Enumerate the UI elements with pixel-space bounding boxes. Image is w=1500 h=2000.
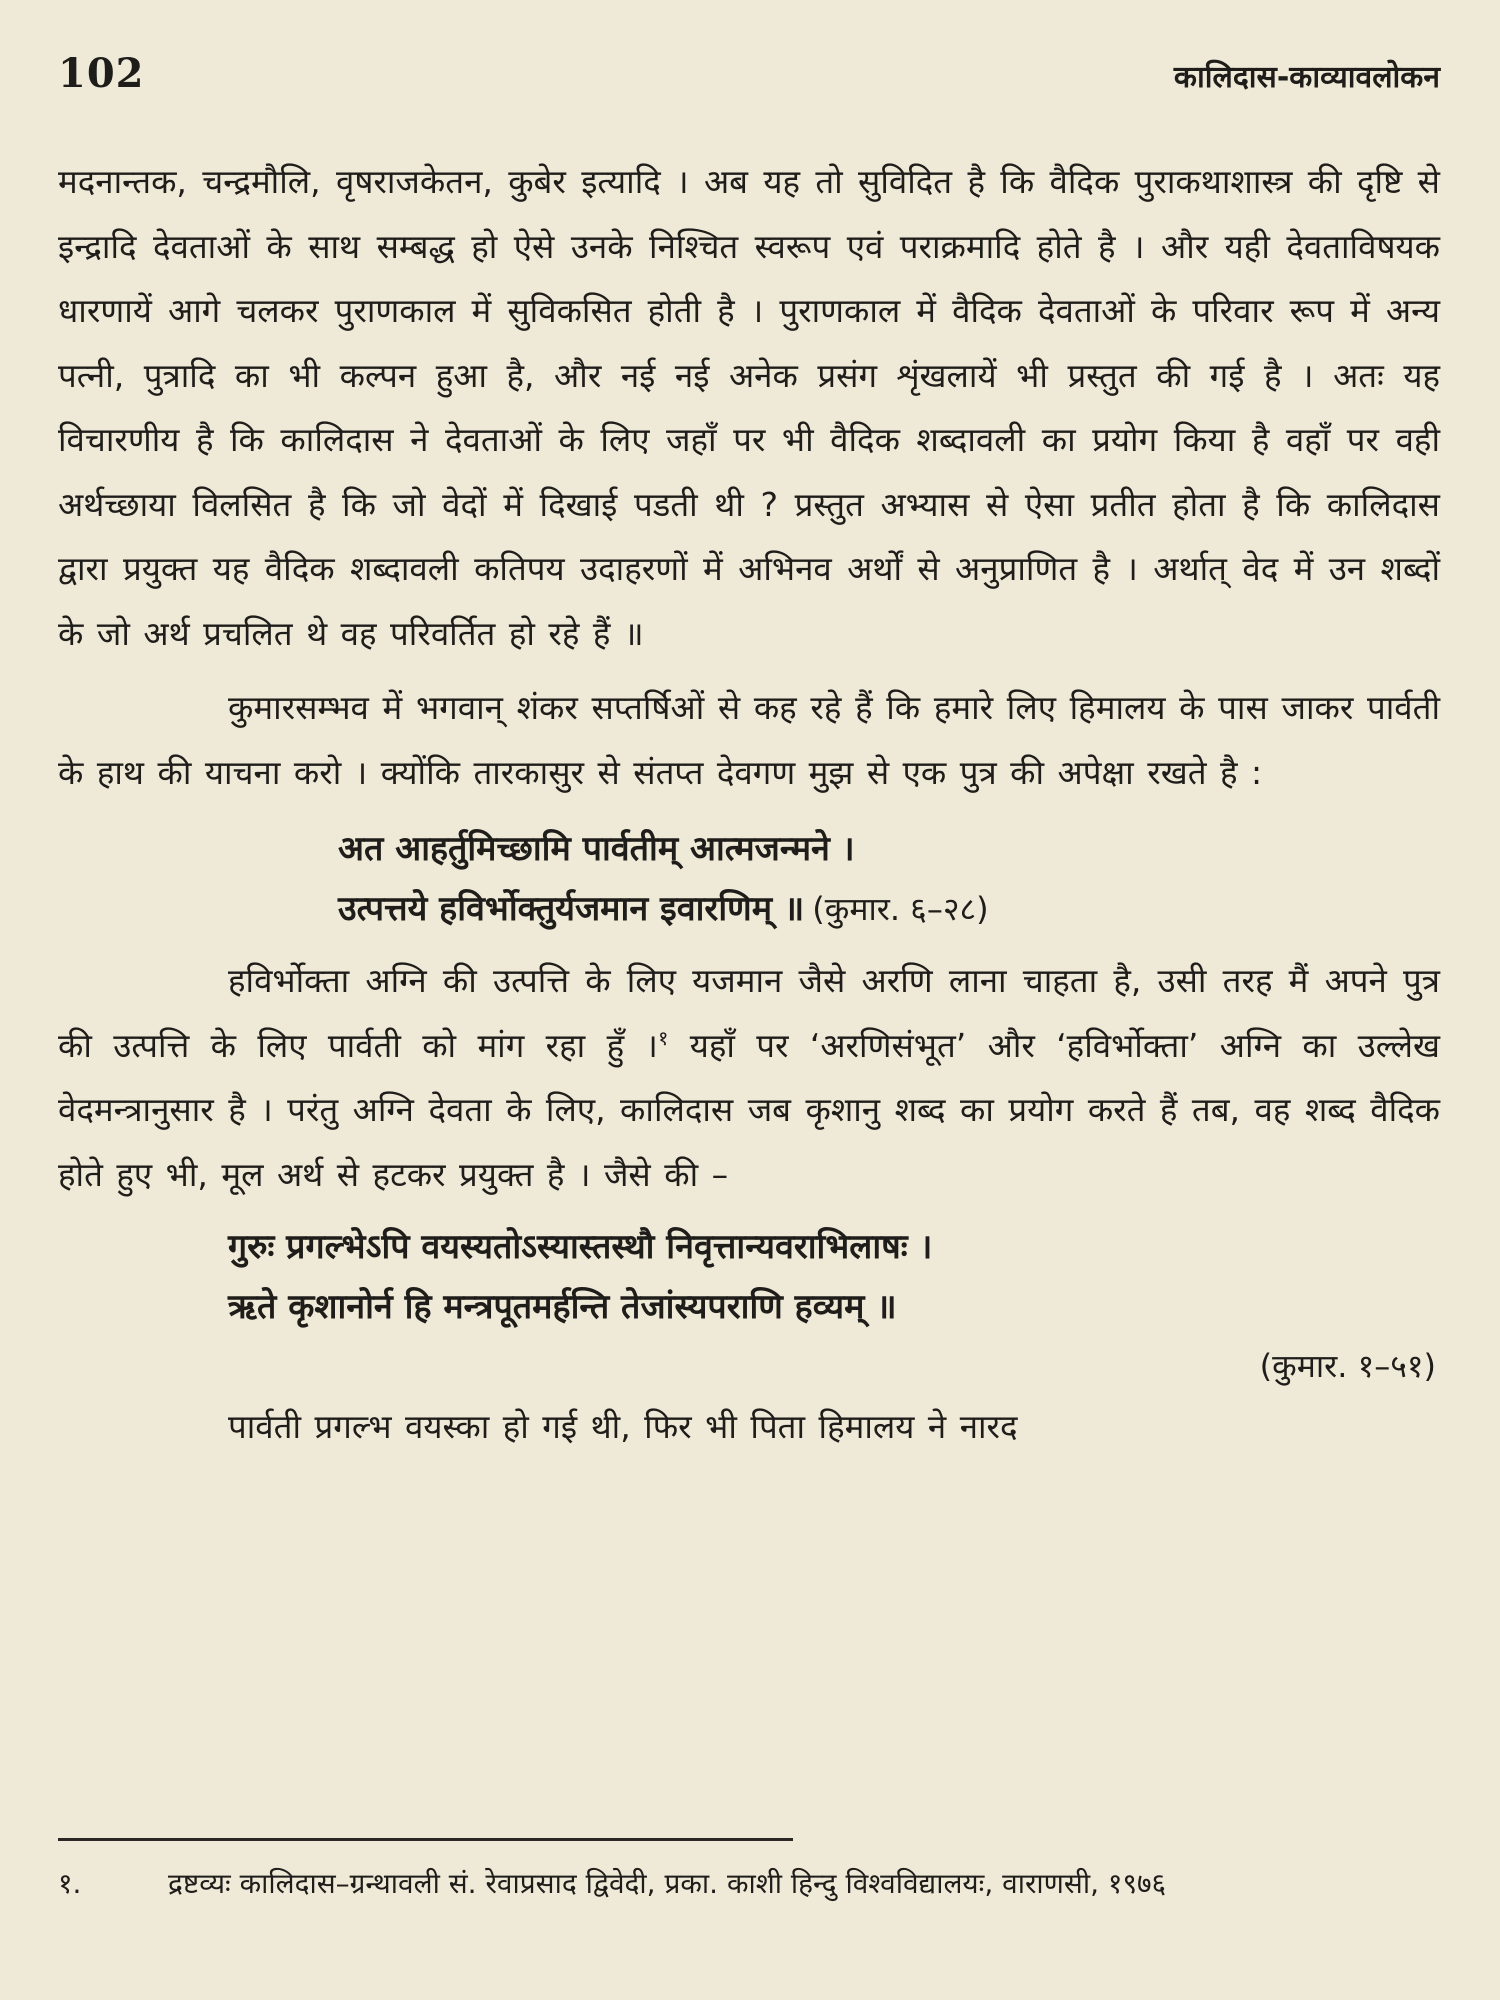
verse-2-line-2: ऋते कृशानोर्न हि मन्त्रपूतमर्हन्ति तेजांस्यपराणि हव्यम् ॥ [228,1287,897,1327]
verse-block-1 [58,819,1440,939]
footnote-number: १. [58,1867,82,1900]
verse-2-line-1: गुरुः प्रगल्भेऽपि वयस्यतोऽस्यास्तस्थौ निवृत्तान्यवराभिलाषः । [228,1227,933,1267]
page-number: 102 [58,50,145,97]
verse-1-line-2-text: उत्पत्तये हविर्भोक्तुर्यजमान इवारणिम् ॥ [338,889,805,929]
body-text [58,150,1440,1460]
verse-1-line-2 [338,879,1440,939]
paragraph-4: पार्वती प्रगल्भ वयस्का हो गई थी, फिर भी पिता हिमालय ने नारद [228,1407,1018,1446]
footnote-row [58,1858,1440,1910]
running-title: कालिदास-काव्यावलोकन [1173,60,1440,95]
footnote-text: द्रष्टव्यः कालिदास–ग्रन्थावली सं. रेवाप्रसाद द्विवेदी, प्रका. काशी हिन्दु विश्वविद्यालयः, वाराणसी, १९७६ [168,1867,1167,1900]
verse-1-reference: (कुमार. ६–२८) [812,890,989,928]
paragraph-2: कुमारसम्भव में भगवान् शंकर सप्तर्षिओं से कह रहे हैं कि हमारे लिए हिमालय के पास जाकर पार्वती के हाथ की याचना करो । क्योंकि तारकासुर से संतप्त देवगण मुझ से एक पुत्र की अपेक्षा रखते है : [58,688,1440,792]
page-header [58,50,1440,110]
paragraph-3-part-a: हविर्भोक्ता अग्नि की उत्पत्ति के लिए यजमान जैसे अरणि लाना चाहता है, उसी तरह मैं अपने पुत्र की उत्पत्ति के लिए पार्वती को मांग रहा हुँ । [58,961,1440,1065]
verse-2-reference: (कुमार. १–५१) [1259,1347,1436,1385]
footnote-rule [58,1838,793,1841]
verse-block-2 [58,1217,1440,1337]
footnote [58,1858,1440,1910]
verse-1-line-1: अत आहर्तुमिच्छामि पार्वतीम् आत्मजन्मने । [338,829,855,869]
footnote-marker[interactable]: १ [657,1025,669,1050]
paragraph-1: मदनान्तक, चन्द्रमौलि, वृषराजकेतन, कुबेर इत्यादि । अब यह तो सुविदित है कि वैदिक पुराकथाशास्त्र की दृष्टि से इन्द्रादि देवताओं के साथ सम्बद्ध हो ऐसे उनके निश्चित स्वरूप एवं पराक्रमादि होते है । और यही देवताविषयक धारणायें आगे चलकर पुराणकाल में सुविकसित होती है । पुराणकाल में वैदिक देवताओं के परिवार रूप में अन्य पत्नी, पुत्रादि का भी कल्पन हुआ है, और नई नई अनेक प्रसंग शृंखलायें भी प्रस्तुत की गई है । अतः यह विचारणीय है कि कालिदास ने देवताओं के लिए जहाँ पर भी वैदिक शब्दावली का प्रयोग किया है वहाँ पर वही अर्थच्छाया विलसित है कि जो वेदों में दिखाई पडती थी ? प्रस्तुत अभ्यास से ऐसा प्रतीत होता है कि कालिदास द्वारा प्रयुक्त यह वैदिक शब्दावली कतिपय उदाहरणों में अभिनव अर्थों से अनुप्राणित है । अर्थात् वेद में उन शब्दों के जो अर्थ प्रचलित थे वह परिवर्तित हो रहे हैं ॥ [58,162,1440,653]
paragraph-3-part-b: यहाँ पर ‘अरणिसंभूत’ और ‘हविर्भोक्ता’ अग्नि का उल्लेख वेदमन्त्रानुसार है । परंतु अग्नि देवता के लिए, कालिदास जब कृशानु शब्द का प्रयोग करते हैं तब, वह शब्द वैदिक होते हुए भी, मूल अर्थ से हटकर प्रयुक्त है । जैसे की – [58,1025,1440,1194]
paragraph-3 [58,949,1440,1207]
